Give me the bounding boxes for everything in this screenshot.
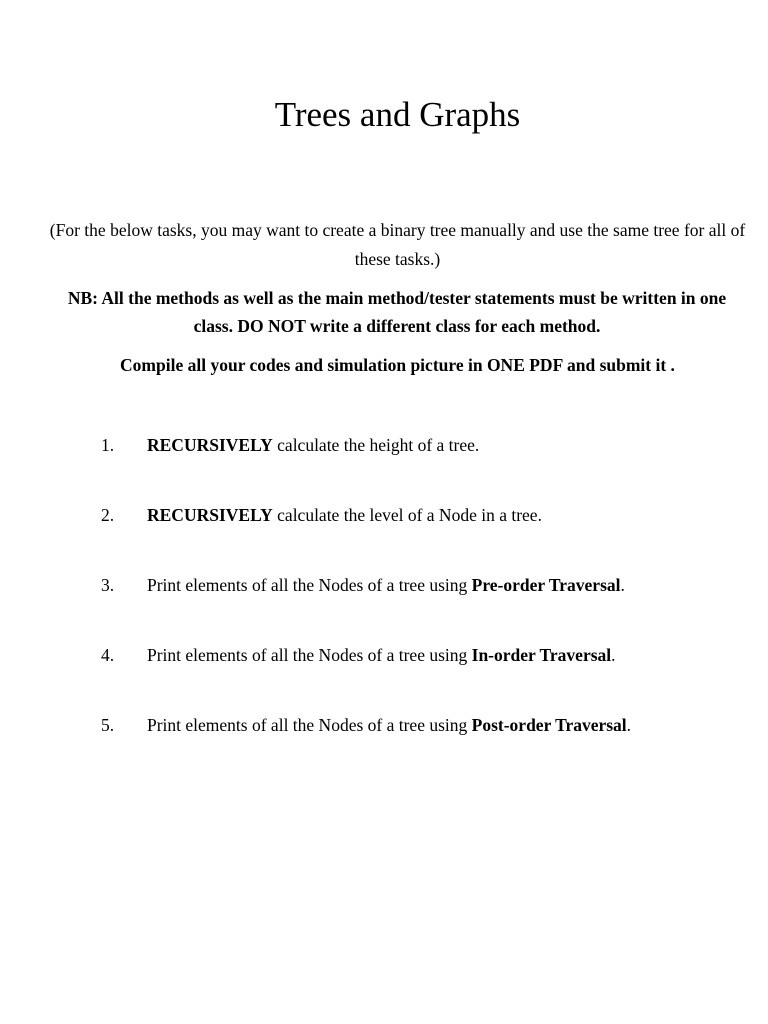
task-text (147, 501, 542, 529)
task-item-4 (0, 641, 768, 711)
task-text (147, 571, 625, 599)
task-item-3 (0, 571, 768, 641)
task-body: calculate the height of a tree. (272, 435, 480, 455)
task-number: 1. (101, 435, 115, 455)
task-body: Print elements of all the Nodes of a tree using (147, 715, 472, 735)
task-body: Print elements of all the Nodes of a tree using (147, 575, 472, 595)
task-body: calculate the level of a Node in a tree. (272, 505, 542, 525)
task-bold-suffix: In-order Traversal (471, 645, 612, 665)
task-number: 2. (101, 505, 115, 525)
task-number: 4. (101, 645, 115, 665)
task-bold-prefix: RECURSIVELY (147, 505, 273, 525)
task-item-2 (0, 501, 768, 571)
task-text (147, 431, 479, 459)
task-tail: . (626, 715, 632, 735)
page-title: Trees and Graphs (274, 95, 521, 134)
task-number: 3. (101, 575, 115, 595)
task-list (0, 431, 768, 781)
task-number: 5. (101, 715, 115, 735)
task-text (147, 711, 631, 739)
intro-paragraph: (For the below tasks, you may want to create a binary tree manually and use the same tree for all of these tasks.) (49, 220, 746, 269)
task-item-5 (0, 711, 768, 781)
task-item-1 (0, 431, 768, 501)
nb-note: NB: All the methods as well as the main method/tester statements must be written in one class. DO NOT write a different class for each method. (67, 288, 727, 336)
task-tail: . (611, 645, 616, 665)
task-text (147, 641, 616, 669)
task-bold-suffix: Pre-order Traversal (471, 575, 621, 595)
task-bold-suffix: Post-order Traversal (471, 715, 627, 735)
task-body: Print elements of all the Nodes of a tree using (147, 645, 472, 665)
submission-instruction: Compile all your codes and simulation picture in ONE PDF and submit it . (120, 355, 675, 375)
task-bold-prefix: RECURSIVELY (147, 435, 273, 455)
task-tail: . (620, 575, 625, 595)
